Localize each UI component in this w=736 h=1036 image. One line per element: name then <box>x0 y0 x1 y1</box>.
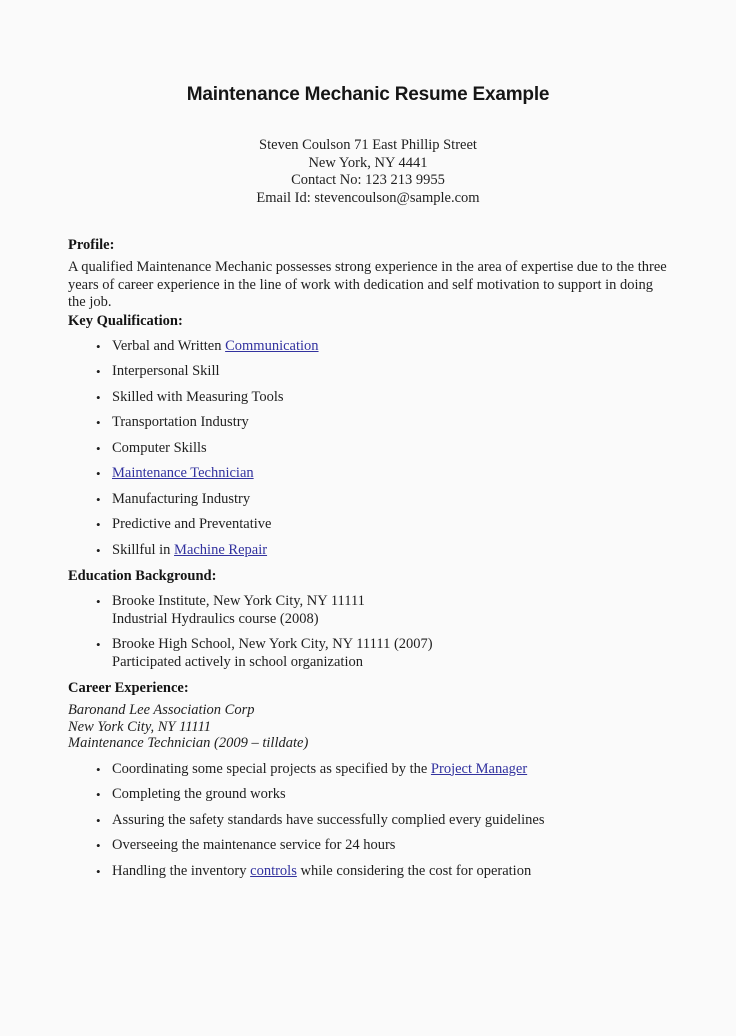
list-item <box>68 786 668 804</box>
list-item <box>68 837 668 855</box>
resume-page <box>0 84 736 1036</box>
list-item-text: Verbal and Written <box>112 337 226 354</box>
list-item-text: Predictive and Preventative <box>112 516 272 532</box>
list-item <box>68 491 668 509</box>
resume-body <box>68 236 668 880</box>
employer-name: Baronand Lee Association Corp <box>68 702 255 718</box>
profile-heading: Profile: <box>68 237 115 253</box>
key-qualification-heading: Key Qualification: <box>68 312 183 329</box>
list-item-text: Handling the inventory <box>112 862 251 879</box>
list-item-text: Overseeing the maintenance service for 24 hours <box>112 837 396 853</box>
contact-phone: Contact No: 123 213 9955 <box>291 172 445 188</box>
list-item-text: Assuring the safety standards have successfully complied every guidelines <box>112 811 545 828</box>
list-item <box>68 414 668 432</box>
education-list <box>68 593 668 671</box>
list-item <box>68 465 668 483</box>
list-item <box>68 440 668 458</box>
profile-text: A qualified Maintenance Mechanic possesses strong experience in the area of expertise due to the three years of career experience in the line of work with dedication and self motivation to support in doing the job. <box>68 259 667 310</box>
project-manager-link[interactable]: Project Manager <box>430 760 528 777</box>
key-qualification-list <box>68 338 668 560</box>
list-item-text: Transportation Industry <box>112 414 249 430</box>
controls-link[interactable]: controls <box>250 862 297 879</box>
list-item <box>68 761 668 779</box>
list-item-text: Coordinating some special projects as specified by the <box>112 760 431 777</box>
contact-name-address: Steven Coulson 71 East Phillip Street <box>259 137 477 153</box>
employer-title-dates: Maintenance Technician (2009 – tilldate) <box>68 735 309 751</box>
career-list <box>68 761 668 881</box>
career-heading: Career Experience: <box>68 680 189 696</box>
list-item <box>68 542 668 560</box>
list-item <box>68 636 668 671</box>
employer-location: New York City, NY 11111 <box>68 718 212 735</box>
list-item-text: Brooke Institute, New York City, NY 11111 <box>112 593 365 609</box>
list-item <box>68 516 668 534</box>
employer-block <box>68 702 668 752</box>
list-item <box>68 338 668 356</box>
contact-city: New York, NY 4441 <box>308 154 428 171</box>
list-item-text: Skilled with Measuring Tools <box>112 388 284 405</box>
education-heading: Education Background: <box>68 568 217 584</box>
list-item <box>68 363 668 381</box>
list-item-text: Completing the ground works <box>112 786 286 802</box>
list-item-text: Computer Skills <box>112 439 207 456</box>
list-item-text: Brooke High School, New York City, NY 11111 (2007) <box>112 636 433 652</box>
contact-block <box>0 137 736 207</box>
list-item-text: while considering the cost for operation <box>296 862 532 879</box>
list-item-text: Industrial Hydraulics course (2008) <box>112 610 319 627</box>
machine-repair-link[interactable]: Machine Repair <box>174 541 268 558</box>
list-item <box>68 593 668 628</box>
contact-email: Email Id: stevencoulson@sample.com <box>256 189 480 206</box>
list-item-text: Interpersonal Skill <box>112 363 220 379</box>
list-item <box>68 389 668 407</box>
page-title: Maintenance Mechanic Resume Example <box>186 84 550 105</box>
maintenance-technician-link[interactable]: Maintenance Technician <box>112 465 254 481</box>
list-item <box>68 863 668 881</box>
list-item-text: Participated actively in school organization <box>112 653 363 670</box>
list-item <box>68 812 668 830</box>
communication-link[interactable]: Communication <box>225 337 319 354</box>
list-item-text: Manufacturing Industry <box>112 490 251 507</box>
list-item-text: Skillful in <box>112 541 175 558</box>
